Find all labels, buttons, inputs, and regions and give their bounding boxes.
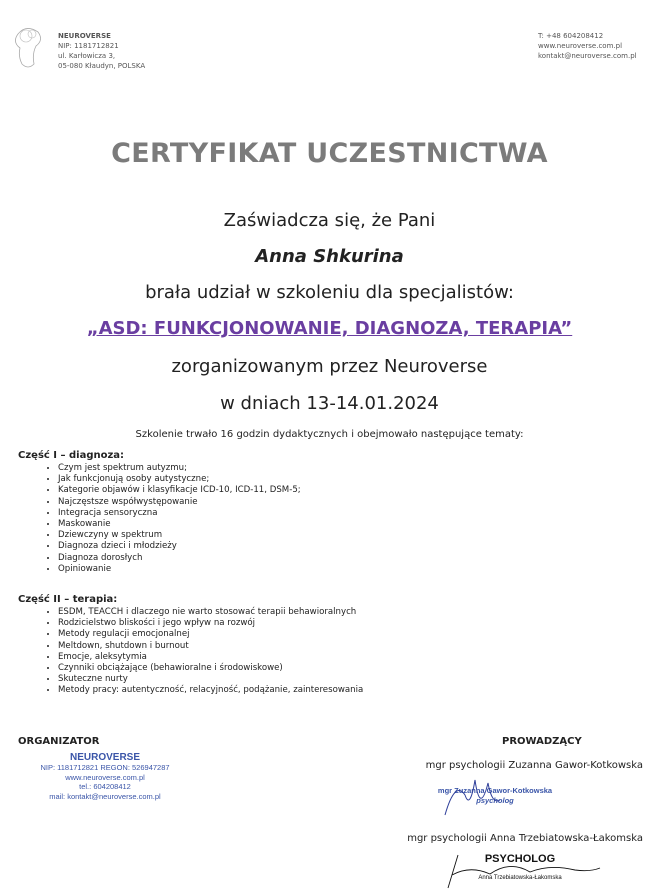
signature-1 xyxy=(440,775,520,820)
participation-line: brała udział w szkoleniu dla specjalistów: xyxy=(145,282,514,303)
instructors-label: PROWADZĄCY xyxy=(502,736,582,747)
stamp-name: Anna Trzebiatowska-Łakomska xyxy=(478,875,562,881)
neuroverse-logo xyxy=(8,24,44,72)
list-item: • ESDM, TEACCH i dlaczego nie warto stosować terapii behawioralnych xyxy=(58,607,363,618)
organizer-label: ORGANIZATOR xyxy=(18,736,100,747)
company-info xyxy=(58,31,145,71)
organizer-stamp xyxy=(30,752,180,801)
stamp-ids: NIP: 1181712821 REGON: 526947287 xyxy=(40,763,170,772)
list-item: • Emocje, aleksytymia xyxy=(58,652,363,663)
list-item: • Jak funkcjonują osoby autystyczne; xyxy=(58,474,301,485)
training-intro: Szkolenie trwało 16 godzin dydaktycznych i obejmowało następujące tematy: xyxy=(135,429,524,440)
stamp-company: NEUROVERSE xyxy=(69,752,140,763)
dates-line: w dniach 13-14.01.2024 xyxy=(220,393,439,414)
list-item: • Rodzicielstwo bliskości i jego wpływ na rozwój xyxy=(58,618,363,629)
list-item: • Czym jest spektrum autyzmu; xyxy=(58,463,301,474)
list-item: • Integracja sensoryczna xyxy=(58,508,301,519)
company-nip: NIP: 1181712821 xyxy=(58,42,119,50)
contact-info xyxy=(538,31,637,61)
list-item: • Najczęstsze współwystępowanie xyxy=(58,497,301,508)
phone: T: +48 604208412 xyxy=(538,32,604,40)
list-item: • Kategorie objawów i klasyfikacje ICD-10, ICD-11, DSM-5; xyxy=(58,485,301,496)
certificate-title: CERTYFIKAT UCZESTNICTWA xyxy=(111,138,548,169)
stamp-name: mgr Zuzanna Gawor-Kotkowska xyxy=(437,786,553,795)
stamp-phone: tel.: 604208412 xyxy=(79,782,131,791)
list-item: • Czynniki obciążające (behawioralne i środowiskowe) xyxy=(58,663,363,674)
list-item: • Maskowanie xyxy=(58,519,301,530)
participant-name: Anna Shkurina xyxy=(255,246,404,267)
list-item: • Dziewczyny w spektrum xyxy=(58,530,301,541)
company-city: 05-080 Kłaudyn, POLSKA xyxy=(58,62,146,70)
instructor-2-name: mgr psychologii Anna Trzebiatowska-Łakomska xyxy=(407,833,643,844)
email: kontakt@neuroverse.com.pl xyxy=(538,52,637,60)
course-title: „ASD: FUNKCJONOWANIE, DIAGNOZA, TERAPIA” xyxy=(86,318,573,339)
section-2-title: Część II – terapia: xyxy=(18,594,118,605)
list-item: • Diagnoza dorosłych xyxy=(58,553,301,564)
list-item: • Metody pracy: autentyczność, relacyjność, podążanie, zainteresowania xyxy=(58,685,363,696)
instructor-1-name: mgr psychologii Zuzanna Gawor-Kotkowska xyxy=(425,760,643,771)
list-item: • Diagnoza dzieci i młodzieży xyxy=(58,541,301,552)
list-item: • Meltdown, shutdown i burnout xyxy=(58,641,363,652)
stamp-email: mail: kontakt@neuroverse.com.pl xyxy=(49,791,161,801)
list-item: • Opiniowanie xyxy=(58,564,301,575)
company-street: ul. Karłowicza 3, xyxy=(58,52,116,60)
section-2-list xyxy=(18,607,363,697)
attestation-line: Zaświadcza się, że Pani xyxy=(223,210,436,231)
company-name: NEUROVERSE xyxy=(58,32,111,40)
stamp-title: psycholog xyxy=(476,795,514,805)
stamp-website: www.neuroverse.com.pl xyxy=(65,772,145,782)
list-item: • Skuteczne nurty xyxy=(58,674,363,685)
signature-2 xyxy=(440,850,610,889)
website: www.neuroverse.com.pl xyxy=(538,42,623,50)
organizer-line: zorganizowanym przez Neuroverse xyxy=(171,356,488,377)
section-1-list xyxy=(18,463,301,575)
stamp-title: PSYCHOLOG xyxy=(484,853,556,865)
section-1-title: Część I – diagnoza: xyxy=(18,450,125,461)
list-item: • Metody regulacji emocjonalnej xyxy=(58,629,363,640)
